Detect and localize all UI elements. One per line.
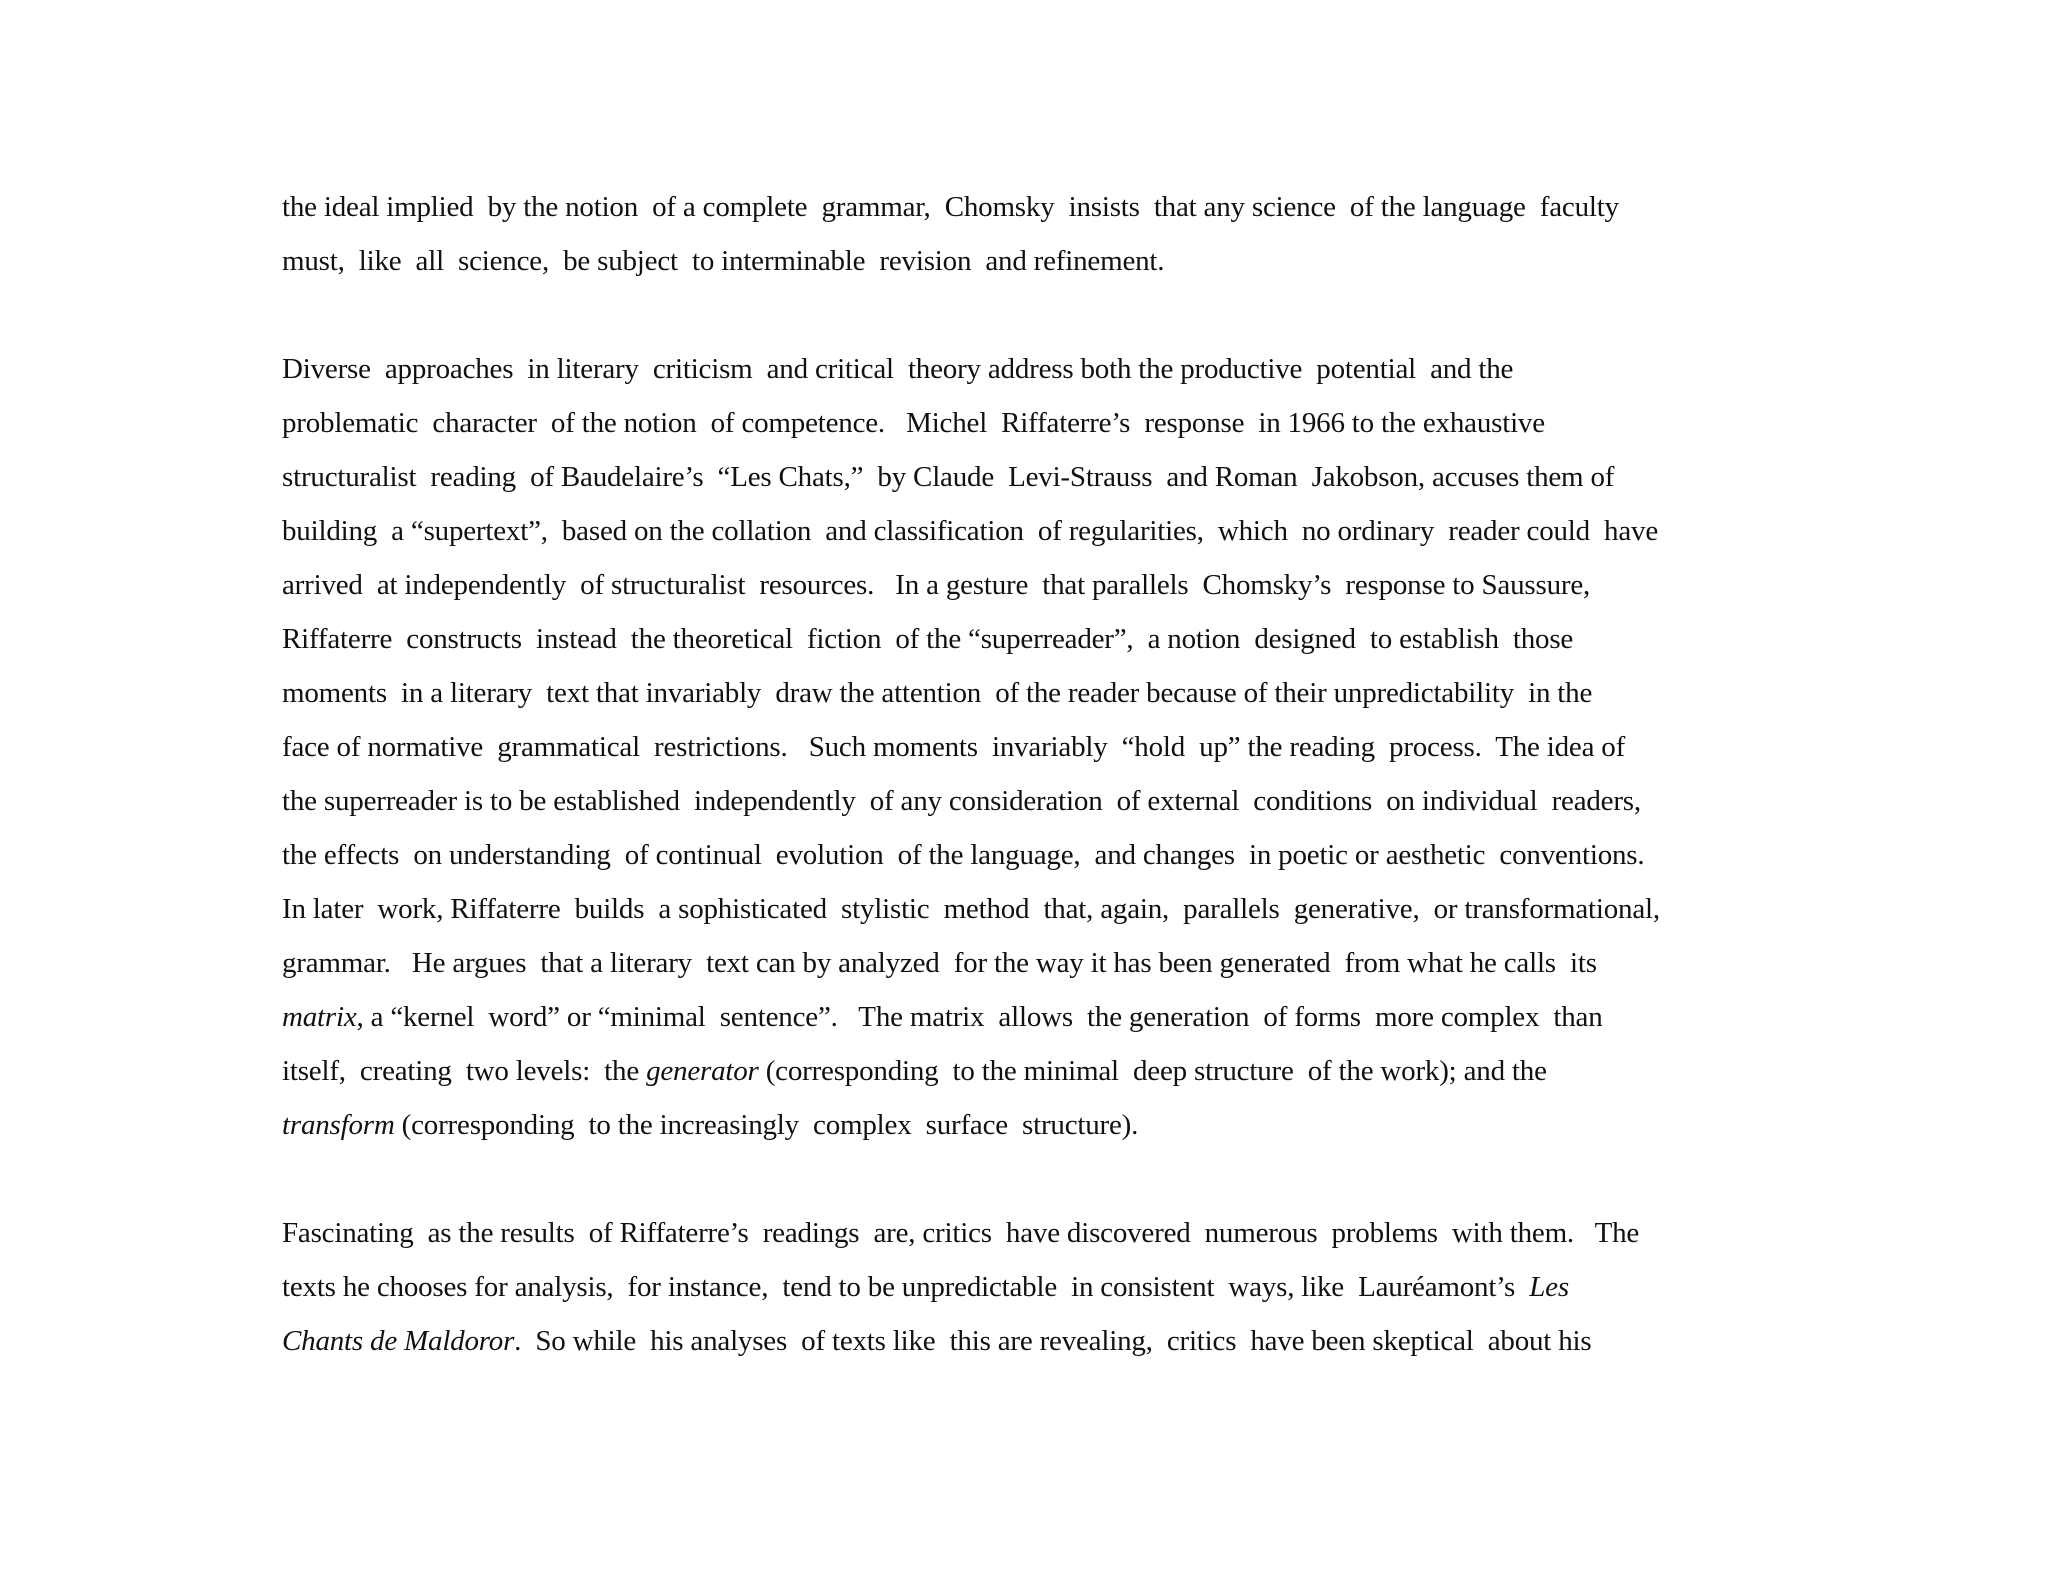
paragraph-spacer (282, 1152, 1782, 1206)
text-line (282, 1098, 1782, 1152)
text-line: moments in a literary text that invariably draw the attention of the reader because of their unpredictability in the (282, 677, 1593, 709)
text-line: must, like all science, be subject to interminable revision and refinement. (282, 245, 1165, 277)
text-line (282, 1044, 1782, 1098)
paragraph-1 (282, 180, 1782, 288)
text-line: Fascinating as the results of Riffaterre’s readings are, critics have discovered numerous problems with them. The (282, 1217, 1640, 1249)
text-line: grammar. He argues that a literary text can by analyzed for the way it has been generated from what he calls its (282, 947, 1597, 979)
text-line (282, 1260, 1782, 1314)
italic-term-matrix: matrix (282, 1001, 357, 1033)
italic-term-generator: generator (646, 1055, 759, 1087)
text-line (282, 990, 1782, 1044)
text-run: (corresponding to the increasingly complex surface structure). (394, 1109, 1139, 1141)
text-run: itself, creating two levels: the (282, 1055, 647, 1087)
text-line: problematic character of the notion of competence. Michel Riffaterre’s response in 1966 to the exhaustive (282, 407, 1545, 439)
italic-title-les: Les (1529, 1271, 1569, 1303)
italic-term-transform: transform (282, 1109, 395, 1141)
text-line: building a “supertext”, based on the collation and classification of regularities, which no ordinary reader could have (282, 515, 1659, 547)
text-run: , a “kernel word” or “minimal sentence”. The matrix allows the generation of forms more complex than (356, 1001, 1603, 1033)
paragraph-3 (282, 1206, 1782, 1368)
text-run: texts he chooses for analysis, for instance, tend to be unpredictable in consistent ways, like Lauréamont’s (282, 1271, 1530, 1303)
text-line: Diverse approaches in literary criticism and critical theory address both the productive potential and the (282, 353, 1514, 385)
text-line: the effects on understanding of continual evolution of the language, and changes in poetic or aesthetic conventions. (282, 839, 1645, 871)
text-line: the ideal implied by the notion of a complete grammar, Chomsky insists that any science of the language faculty (282, 191, 1619, 223)
text-line: Riffaterre constructs instead the theoretical fiction of the “superreader”, a notion designed to establish those (282, 623, 1574, 655)
text-line: In later work, Riffaterre builds a sophisticated stylistic method that, again, parallels generative, or transformational, (282, 893, 1660, 925)
text-line: structuralist reading of Baudelaire’s “Les Chats,” by Claude Levi-Strauss and Roman Jakobson, accuses them of (282, 461, 1615, 493)
paragraph-2 (282, 342, 1782, 1152)
paragraph-spacer (282, 288, 1782, 342)
text-line: arrived at independently of structuralist resources. In a gesture that parallels Chomsky’s response to Saussure, (282, 569, 1591, 601)
text-run: (corresponding to the minimal deep structure of the work); and the (758, 1055, 1547, 1087)
text-run: . So while his analyses of texts like this are revealing, critics have been skeptical about his (514, 1325, 1592, 1357)
italic-title-chants-de-maldoror: Chants de Maldoror (282, 1325, 515, 1357)
text-line: face of normative grammatical restrictions. Such moments invariably “hold up” the reading process. The idea of (282, 731, 1626, 763)
text-line (282, 1314, 1782, 1368)
body-text (282, 180, 1782, 1368)
text-line: the superreader is to be established independently of any consideration of external conditions on individual readers, (282, 785, 1641, 817)
